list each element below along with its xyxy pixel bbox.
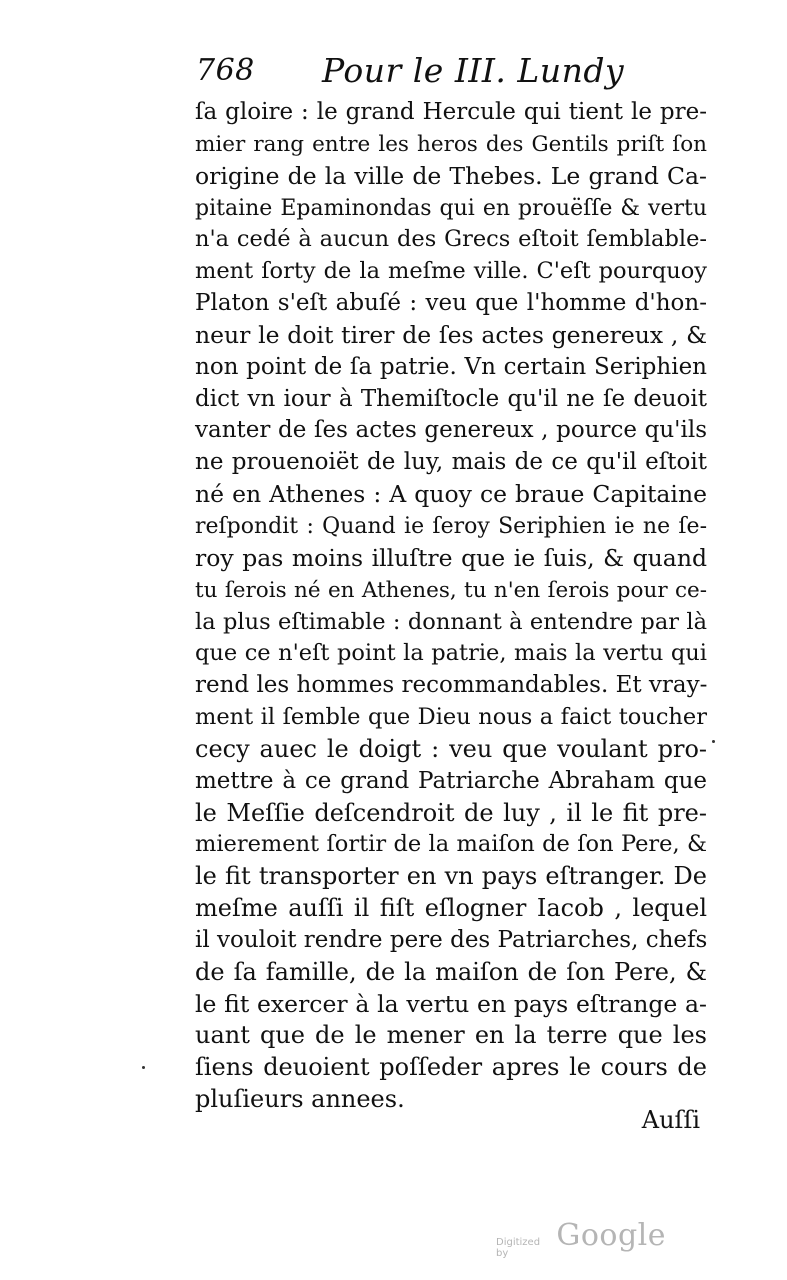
text-line: né en Athenes : A quoy ce braue Capitaine bbox=[195, 480, 707, 509]
page-number: 768 bbox=[196, 53, 255, 88]
ink-speck bbox=[712, 740, 715, 743]
text-line: origine de la ville de Thebes. Le grand Ca- bbox=[195, 161, 707, 190]
text-line: meſme auſſi il fiſt eſlogner Iacob , lequel bbox=[195, 894, 707, 923]
google-logo: Google bbox=[556, 1218, 666, 1253]
text-line: n'a cedé à aucun des Grecs eſtoit ſemblable- bbox=[195, 226, 707, 253]
text-line: cecy auec le doigt : veu que voulant pro- bbox=[195, 734, 707, 763]
page-header bbox=[196, 48, 716, 94]
digitized-label: Digitized by bbox=[496, 1237, 541, 1259]
catchword: Auſſi bbox=[641, 1106, 700, 1134]
text-line: reſpondit : Quand ie ſeroy Seriphien ie ne ſe- bbox=[195, 513, 707, 539]
text-line: de ſa famille, de la maiſon de ſon Pere, & bbox=[195, 957, 707, 986]
text-line: mier rang entre les heros des Gentils priſt ſon bbox=[195, 131, 707, 157]
text-line: mierement ſortir de la maiſon de ſon Pere, & bbox=[195, 831, 707, 858]
running-title: Pour le III. Lundy bbox=[322, 51, 625, 90]
text-line: ment il ſemble que Dieu nous a faict toucher bbox=[195, 704, 707, 731]
text-line: Platon s'eſt abuſé : veu que l'homme d'hon- bbox=[195, 290, 707, 317]
text-line: le fit transporter en vn pays eſtranger. De bbox=[195, 862, 707, 891]
text-line: mettre à ce grand Patriarche Abraham que bbox=[195, 767, 707, 794]
text-line: roy pas moins illuſtre que ie ſuis, & quand bbox=[195, 543, 707, 572]
text-line: ſiens deuoient poſſeder apres le cours de bbox=[195, 1053, 707, 1082]
text-line: ſa gloire : le grand Hercule qui tient le pre- bbox=[195, 99, 707, 125]
text-line: non point de ſa patrie. Vn certain Seriphien bbox=[195, 353, 707, 380]
text-line: ment ſorty de la meſme ville. C'eſt pourquoy bbox=[195, 258, 707, 285]
google-watermark bbox=[496, 1218, 666, 1259]
text-line: il vouloit rendre pere des Patriarches, chefs bbox=[195, 926, 708, 953]
text-line: rend les hommes recommandables. Et vray- bbox=[195, 672, 708, 699]
body-text bbox=[195, 97, 707, 1116]
text-line: vanter de ſes actes genereux , pource qu'ils bbox=[195, 417, 707, 444]
text-line: ne prouenoiët de luy, mais de ce qu'il eſtoit bbox=[195, 449, 707, 476]
text-line: tu ſerois né en Athenes, tu n'en ſerois pour ce- bbox=[195, 577, 707, 603]
text-line: le Meſſie deſcendroit de luy , il le fit pre- bbox=[195, 798, 707, 827]
text-line: la plus eſtimable : donnant à entendre par là bbox=[195, 608, 707, 635]
text-line: le fit exercer à la vertu en pays eſtrange a- bbox=[195, 989, 707, 1018]
text-line: neur le doit tirer de ſes actes genereux , & bbox=[195, 320, 707, 349]
text-line: pluſieurs annees. bbox=[195, 1085, 405, 1114]
text-line: dict vn iour à Themiſtocle qu'il ne ſe deuoit bbox=[195, 385, 707, 412]
text-line: uant que de le mener en la terre que les bbox=[195, 1021, 707, 1050]
ink-speck bbox=[142, 1066, 145, 1069]
text-line: que ce n'eſt point la patrie, mais la vertu qui bbox=[195, 640, 707, 667]
text-line: pitaine Epaminondas qui en prouëſſe & vertu bbox=[195, 195, 707, 221]
